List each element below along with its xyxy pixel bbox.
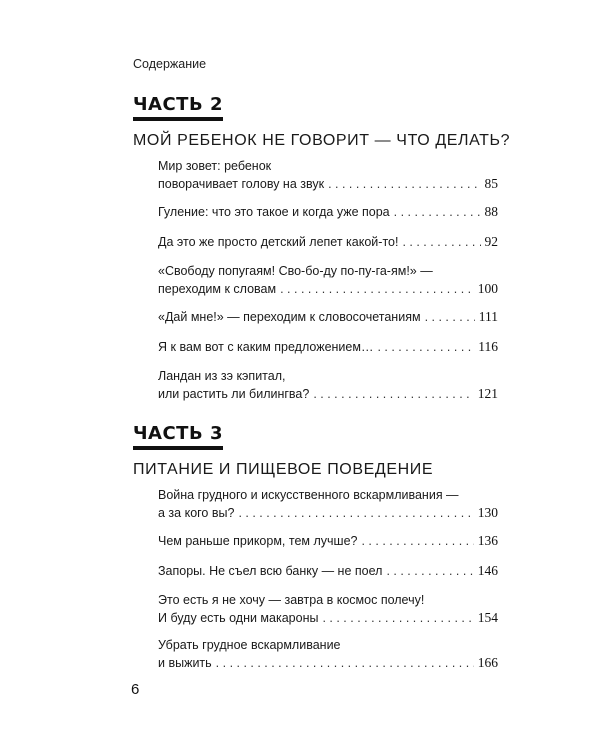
dot-leader xyxy=(322,610,473,627)
toc-entry-title: поворачивает голову на звук xyxy=(158,177,325,191)
toc-entry xyxy=(158,203,498,221)
dot-leader xyxy=(313,386,473,403)
toc-entry-line xyxy=(158,637,498,654)
toc-entry xyxy=(158,263,498,298)
part-number: ЧАСТЬ 2 xyxy=(133,94,223,121)
toc-entry xyxy=(158,158,498,193)
toc-entry-line xyxy=(158,562,498,580)
toc-entry-line xyxy=(158,592,498,609)
toc-entry-line xyxy=(158,233,498,251)
part-3-heading xyxy=(133,423,498,479)
toc-entry-line xyxy=(158,203,498,221)
toc-entry-title: Чем раньше прикорм, тем лучше? xyxy=(158,534,358,548)
toc-entry-title: и выжить xyxy=(158,656,212,670)
toc-entry xyxy=(158,308,498,326)
dot-leader xyxy=(361,533,473,550)
toc-entry-line xyxy=(158,175,498,193)
part-title: ПИТАНИЕ И ПИЩЕВОЕ ПОВЕДЕНИЕ xyxy=(133,461,434,478)
toc-page-number: 111 xyxy=(478,309,498,324)
toc-entry-line xyxy=(158,532,498,550)
toc-entry-line xyxy=(158,654,498,672)
page-number: 6 xyxy=(131,681,140,698)
toc-entry-title: а за кого вы? xyxy=(158,506,235,520)
toc-entry-title: «Дай мне!» — переходим к словосочетаниям xyxy=(158,310,421,324)
toc-entry xyxy=(158,562,498,580)
toc-entry-title: или растить ли билингва? xyxy=(158,387,310,401)
toc-entry-title: Это есть я не хочу — завтра в космос полечу! xyxy=(158,593,425,607)
toc-page-number: 136 xyxy=(477,533,498,548)
toc-entry-title: переходим к словам xyxy=(158,282,277,296)
toc-entry xyxy=(158,592,498,627)
part-number: ЧАСТЬ 3 xyxy=(133,423,223,450)
toc-page-number: 92 xyxy=(484,234,498,249)
toc-entry-title: «Свободу попугаям! Сво-бо-ду по-пу-га-ям!» — xyxy=(158,264,433,278)
toc-entry-line xyxy=(158,263,498,280)
toc-entry xyxy=(158,338,498,356)
dot-leader xyxy=(394,204,481,221)
toc-entry-line xyxy=(158,487,498,504)
toc-entry xyxy=(158,487,498,522)
toc-page-number: 154 xyxy=(477,610,498,625)
toc-page-number: 166 xyxy=(477,655,498,670)
toc-page-number: 85 xyxy=(484,176,498,191)
part-title: МОЙ РЕБЕНОК НЕ ГОВОРИТ — ЧТО ДЕЛАТЬ? xyxy=(133,132,511,149)
toc-entry-title: Запоры. Не съел всю банку — не поел xyxy=(158,564,383,578)
dot-leader xyxy=(386,563,473,580)
dot-leader xyxy=(377,339,474,356)
toc-entry-title: Я к вам вот с каким предложением… xyxy=(158,340,374,354)
toc-page-number: 116 xyxy=(478,339,498,354)
dot-leader xyxy=(402,234,480,251)
toc-entry xyxy=(158,532,498,550)
toc-entry xyxy=(158,368,498,403)
toc-entry-line xyxy=(158,609,498,627)
toc-entry xyxy=(158,637,498,672)
toc-entry-line xyxy=(158,338,498,356)
dot-leader xyxy=(216,655,474,672)
toc-entry-line xyxy=(158,368,498,385)
toc-entry-line xyxy=(158,308,498,326)
toc-entry-line xyxy=(158,385,498,403)
toc-entry xyxy=(158,233,498,251)
toc-entry-title: Мир зовет: ребенок xyxy=(158,159,272,173)
part-2-heading xyxy=(133,94,511,150)
toc-page-number: 130 xyxy=(477,505,498,520)
toc-page-number: 88 xyxy=(484,204,498,219)
running-header: Содержание xyxy=(133,57,207,71)
toc-entry-title: Ландан из зэ кэпитал, xyxy=(158,369,286,383)
dot-leader xyxy=(425,309,475,326)
toc-page-number: 100 xyxy=(477,281,498,296)
toc-entry-title: Гуление: что это такое и когда уже пора xyxy=(158,205,390,219)
toc-page-number: 121 xyxy=(477,386,498,401)
toc-entry-title: Убрать грудное вскармливание xyxy=(158,638,341,652)
dot-leader xyxy=(328,176,480,193)
toc-page-number: 146 xyxy=(477,563,498,578)
toc-entry-line xyxy=(158,280,498,298)
toc-entry-title: И буду есть одни макароны xyxy=(158,611,319,625)
dot-leader xyxy=(280,281,474,298)
toc-entry-line xyxy=(158,504,498,522)
dot-leader xyxy=(238,505,473,522)
toc-entry-title: Война грудного и искусственного вскармливания — xyxy=(158,488,459,502)
toc-entry-title: Да это же просто детский лепет какой-то! xyxy=(158,235,399,249)
toc-entry-line xyxy=(158,158,498,175)
